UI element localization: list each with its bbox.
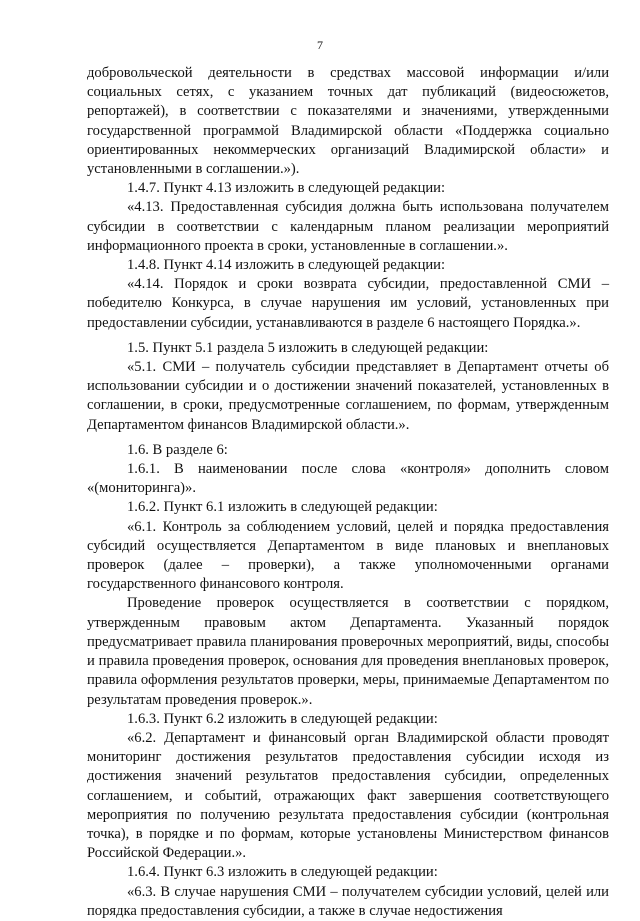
paragraph: 1.4.7. Пункт 4.13 изложить в следующей редакции: [127, 180, 446, 197]
paragraph: «5.1. СМИ – получатель субсидии представляет в Департамент отчеты об использовании субсидии и о достижении значений показателей, установленных в соглашении, в сроки, предусмотренные соглашением, по формам, утвержденным Департаментом финансов Владимирской области.». [87, 359, 609, 433]
paragraph: 1.5. Пункт 5.1 раздела 5 изложить в следующей редакции: [127, 339, 489, 356]
paragraph: добровольческой деятельности в средствах массовой информации и/или социальных сетях, с указанием точных дат публикаций (видеосюжетов, репортажей), в соответствии с показателями и значениями, утвержденными государственной программой Владимирской области «Поддержка социально ориентированных некоммерческих организаций Владимирской области» и установленными в соглашении.»). [87, 65, 609, 178]
paragraph: «4.14. Порядок и сроки возврата субсидии, предоставленной СМИ – победителю Конкурса, в случае нарушения им условий, установленных при предоставлении субсидии, устанавливаются в разделе 6 настоящего Порядка.». [87, 276, 609, 331]
paragraph: 1.6.3. Пункт 6.2 изложить в следующей редакции: [127, 710, 438, 727]
paragraph: 1.6.4. Пункт 6.3 изложить в следующей редакции: [127, 864, 438, 881]
page-number: 7 [317, 38, 323, 52]
document-body [87, 64, 609, 921]
paragraph: «6.2. Департамент и финансовый орган Владимирской области проводят мониторинг достижения результатов предоставления субсидии исходя из достижения значений результатов предоставления субсидии, определенных соглашением, и событий, отражающих факт завершения соответствующего мероприятия по получению результата предоставления субсидии (контрольная точка), в порядке и по формам, которые установлены Министерством финансов Российской Федерации.». [87, 729, 609, 862]
paragraph: «4.13. Предоставленная субсидия должна быть использована получателем субсидии в соответствии с календарным планом реализации мероприятий информационного проекта в сроки, установленные в соглашении.». [87, 199, 609, 254]
paragraph: «6.3. В случае нарушения СМИ – получателем субсидии условий, целей или порядка предоставления субсидии, а также в случае недостижения [87, 883, 609, 919]
paragraph: Проведение проверок осуществляется в соответствии с порядком, утвержденным правовым актом Департамента. Указанный порядок предусматривает правила планирования проверочных мероприятий, виды, способы и правила проведения проверок, основания для проведения внеплановых проверок, правила оформления результатов проверки, меры, принимаемые Департаментом по результатам проведения проверок.». [87, 595, 609, 708]
paragraph: 1.6. В разделе 6: [127, 441, 228, 458]
paragraph: 1.6.2. Пункт 6.1 изложить в следующей редакции: [127, 499, 438, 516]
paragraph: 1.6.1. В наименовании после слова «контроля» дополнить словом «(мониторинга)». [87, 461, 609, 497]
paragraph: 1.4.8. Пункт 4.14 изложить в следующей редакции: [127, 257, 446, 274]
paragraph: «6.1. Контроль за соблюдением условий, целей и порядка предоставления субсидий осуществляется Департаментом в виде плановых и внеплановых проверок (далее – проверки), а также уполномоченными органами государственного финансового контроля. [87, 518, 609, 593]
